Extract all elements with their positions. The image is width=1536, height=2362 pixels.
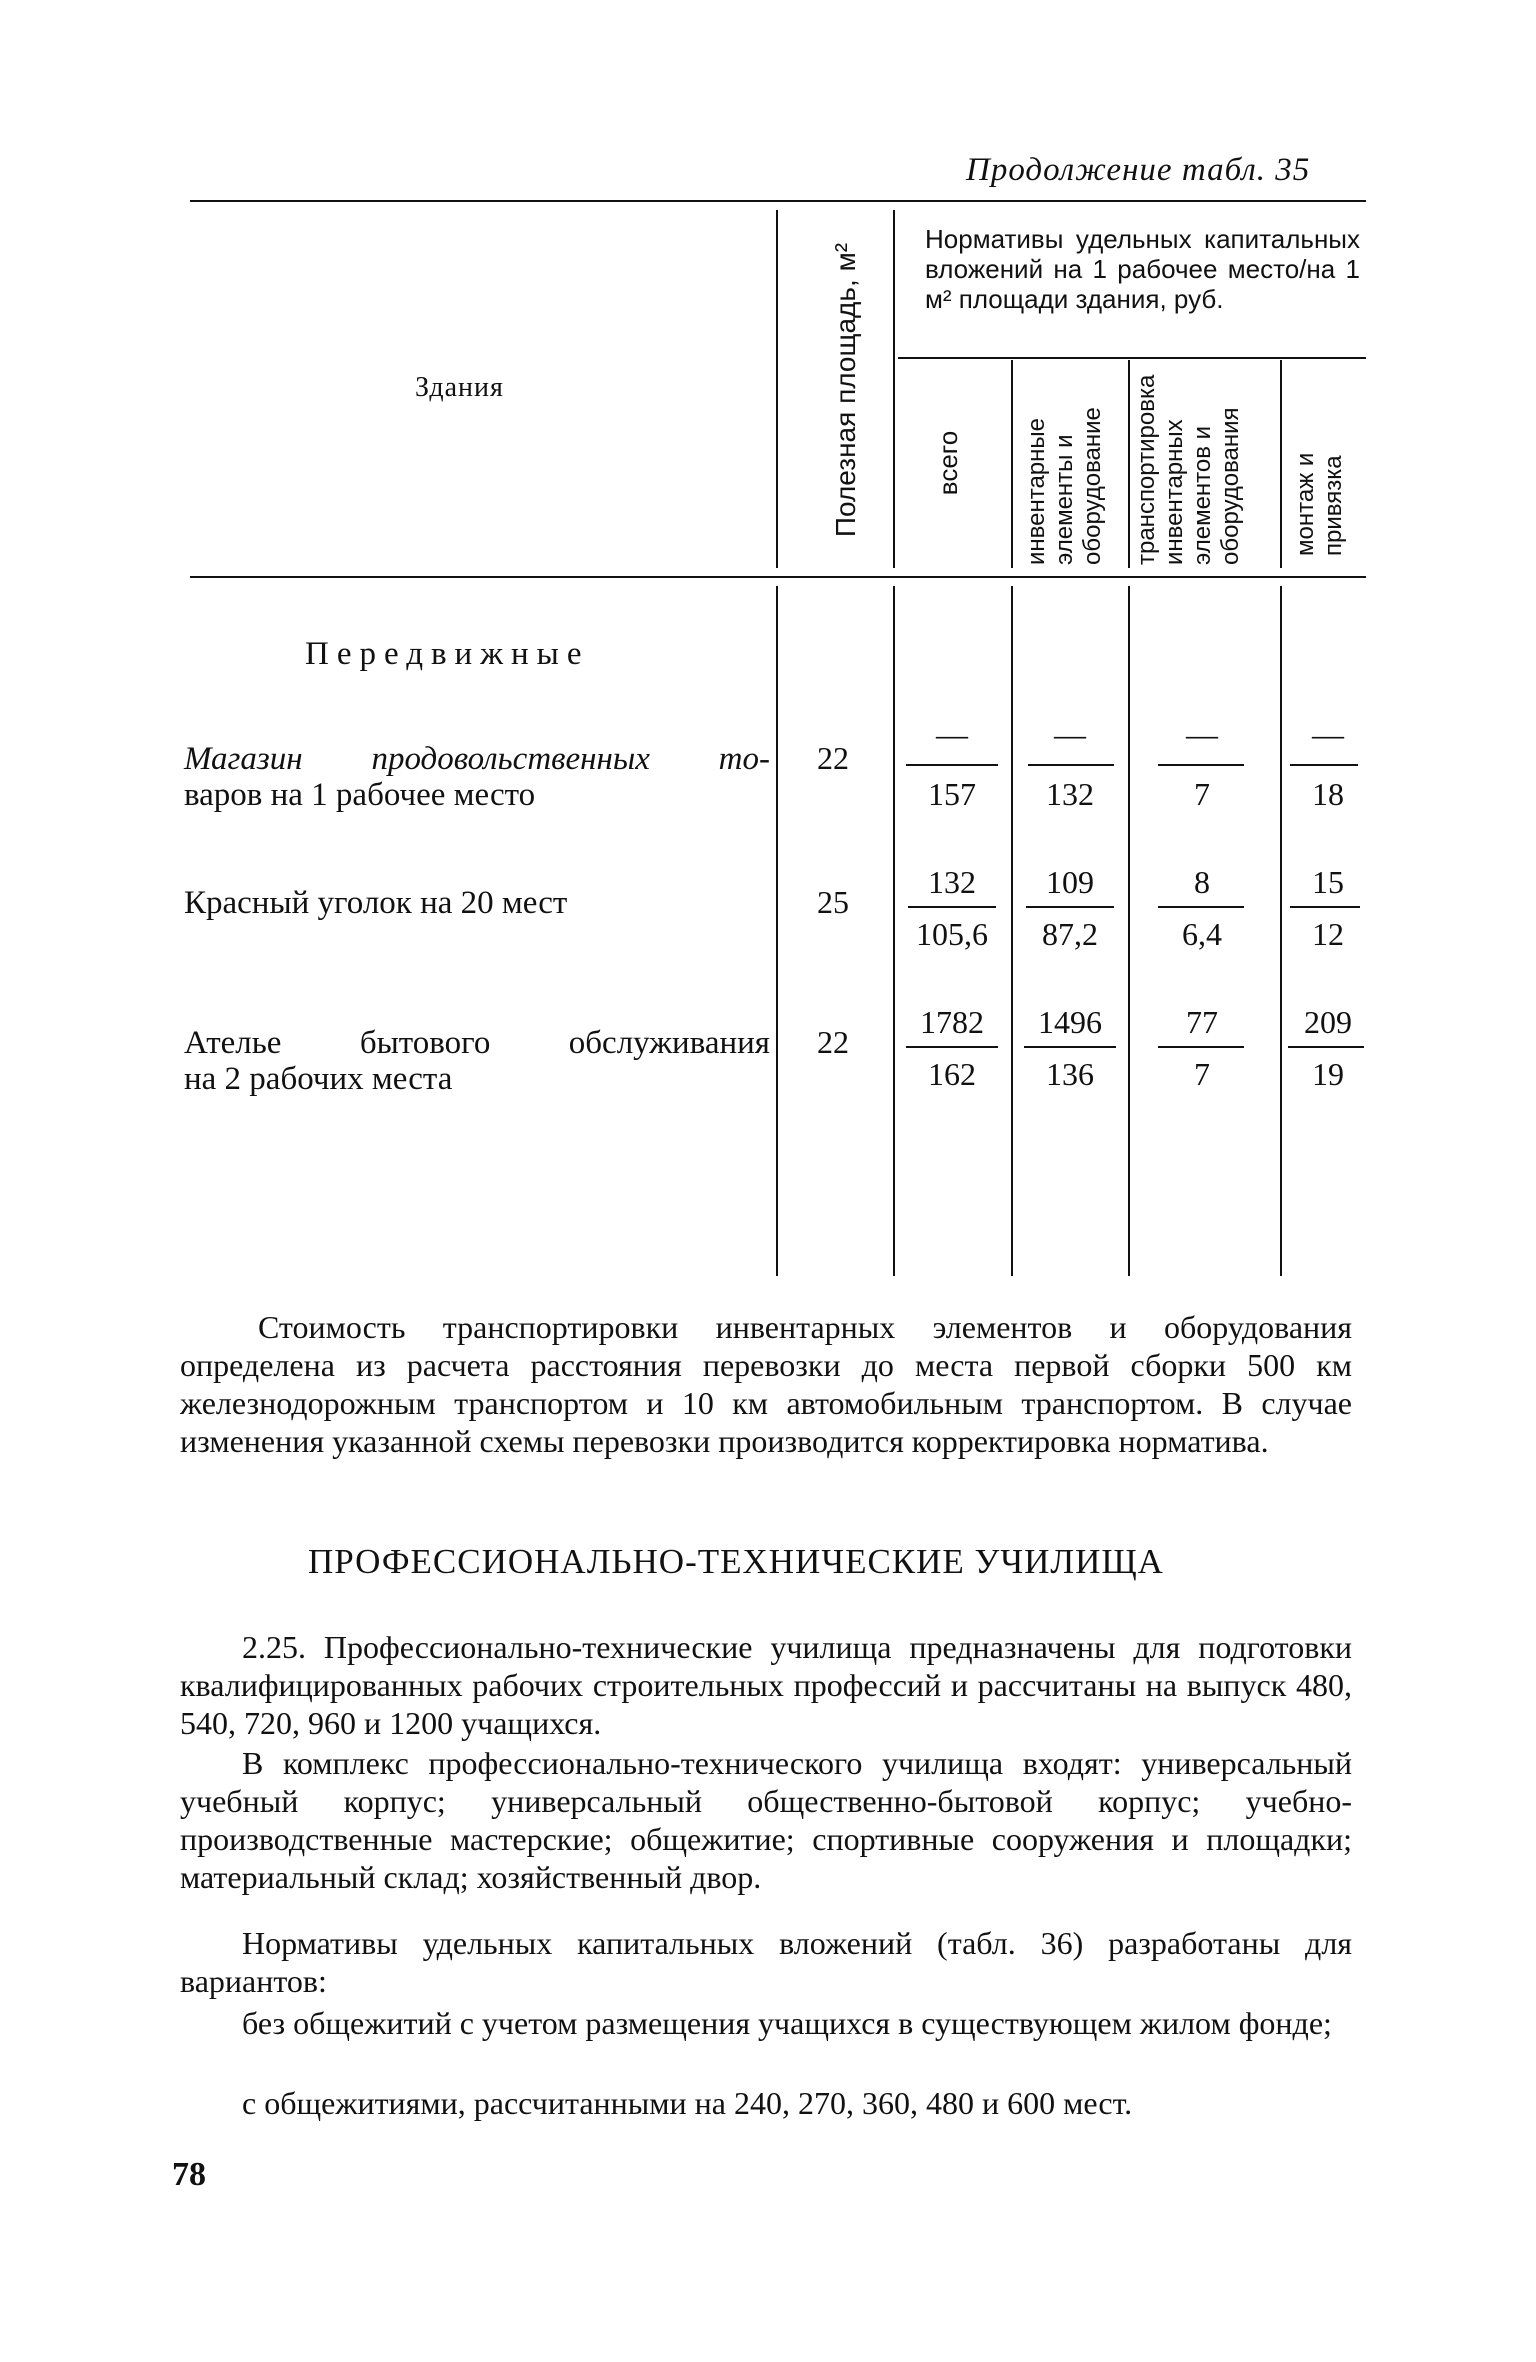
row2-area: 25 [817,884,849,920]
row2-transport-top: 8 [1194,864,1210,900]
header-sub-transport [1133,365,1271,565]
table-top-rule [190,200,1366,202]
row3-inventory-top: 1496 [1038,1004,1102,1040]
paragraph-with-dorms: с общежитиями, рассчитанными на 240, 270, 360, 480 и 600 мест. [242,2085,1133,2121]
row3-total-top: 1782 [920,1004,984,1040]
paragraph-complex: В комплекс профессионально-технического училища входят: универсальный учебный корпус; универсальный общественно-бытовой корпус; учебно-производственные мастерские; общежитие; спортивные сооружения и площадки; материальный склад; хозяйственный двор. [180,1745,1352,1895]
header-divider-sub3 [1280,360,1282,568]
row2-mounting-bottom: 12 [1312,916,1344,952]
row1-inventory-top: — [1054,716,1086,752]
row3-total-bottom: 162 [928,1056,976,1092]
paragraph-no-dorms: без общежитий с учетом размещения учащихся в существующем жилом фонде; [242,2005,1332,2041]
row1-inventory-bottom: 132 [1046,776,1094,812]
row1-name-line2: варов на 1 рабочее место [184,777,536,813]
row2-name-line1: Красный уголок на 20 мест [184,885,568,921]
row1-mounting-bottom: 18 [1312,776,1344,812]
header-divider-sub1 [1011,360,1013,568]
paragraph-2-25: 2.25. Профессионально-технические училища предназначены для подготовки квалифицированных рабочих строительных профессий и рассчитаны на выпуск 480, 540, 720, 960 и 1200 учащихся. [180,1629,1352,1741]
header-sub-inventory [1023,365,1113,565]
fraction-line [1290,906,1360,908]
body-divider-area [893,586,895,1276]
row2-mounting-top: 15 [1312,864,1344,900]
header-norms-group: Нормативы удельных капитальных вложений на 1 рабочее место/на 1 м² площади здания, руб. [925,224,1360,314]
row1-transport-top: — [1186,716,1218,752]
row2-transport-bottom: 6,4 [1182,916,1222,952]
header-sub-total: всего [933,430,963,496]
fraction-line [908,906,996,908]
fraction-line [1288,1046,1364,1048]
header-building: Здания [415,372,504,403]
norms-group-rule [898,357,1366,359]
row3-transport-top: 77 [1186,1004,1218,1040]
row1-area: 22 [817,740,849,776]
row2-inventory-top: 109 [1046,864,1094,900]
fraction-line [1024,1046,1116,1048]
paragraph-norms: Нормативы удельных капитальных вложений (табл. 36) разработаны для вариантов: [180,1925,1352,1999]
row2-total-top: 132 [928,864,976,900]
page-number: 78 [172,2156,206,2193]
fraction-line [1290,764,1358,766]
header-divider-sub2 [1128,360,1130,568]
row3-mounting-bottom: 19 [1312,1056,1344,1092]
paragraph-transport-cost: Стоимость транспортировки инвентарных элементов и оборудования определена из расчета расстояния перевозки до места первой сборки 500 км железнодорожным транспортом и 10 км автомобильным транспортом. В случае изменения указанной схемы перевозки производится корректировка норматива. [180,1309,1352,1459]
body-divider-building [776,586,778,1276]
table-caption: Продолжение табл. 35 [966,152,1311,188]
header-divider-area [893,210,895,568]
header-sub-transport-text: транспортировка инвентарных элементов и оборудования [1133,374,1244,565]
row3-name-line1: Ателье бытового обслуживания [184,1025,770,1061]
row2-total-bottom: 105,6 [916,916,988,952]
body-divider-sub1 [1011,586,1013,1276]
header-area: Полезная площадь, м² [830,242,861,538]
row3-transport-bottom: 7 [1194,1056,1210,1092]
row3-inventory-bottom: 136 [1046,1056,1094,1092]
fraction-line [1158,764,1244,766]
fraction-line [1028,764,1114,766]
fraction-line [906,1046,998,1048]
body-divider-sub2 [1128,586,1130,1276]
row3-name-line2: на 2 рабочих места [184,1061,453,1097]
fraction-line [1158,906,1244,908]
fraction-line [1026,906,1114,908]
header-sub-mounting [1292,376,1352,556]
row1-transport-bottom: 7 [1194,776,1210,812]
row1-mounting-top: — [1312,716,1344,752]
row1-total-top: — [936,716,968,752]
header-sub-mounting-text: монтаж и привязка [1292,452,1347,556]
row1-total-bottom: 157 [928,776,976,812]
row3-mounting-top: 209 [1304,1004,1352,1040]
row1-name-line1: Магазин продовольственных то- [184,741,770,777]
section-title: ПРОФЕССИОНАЛЬНО-ТЕХНИЧЕСКИЕ УЧИЛИЩА [308,1542,1164,1581]
fraction-line [906,764,998,766]
header-divider-building [776,210,778,568]
row3-area: 22 [817,1024,849,1060]
header-sub-inventory-text: инвентарные элементы и оборудование [1023,407,1106,565]
fraction-line [1158,1046,1244,1048]
table-header-bottom-rule [190,576,1366,578]
row2-inventory-bottom: 87,2 [1042,916,1098,952]
section-mobile: Передвижные [305,636,590,672]
